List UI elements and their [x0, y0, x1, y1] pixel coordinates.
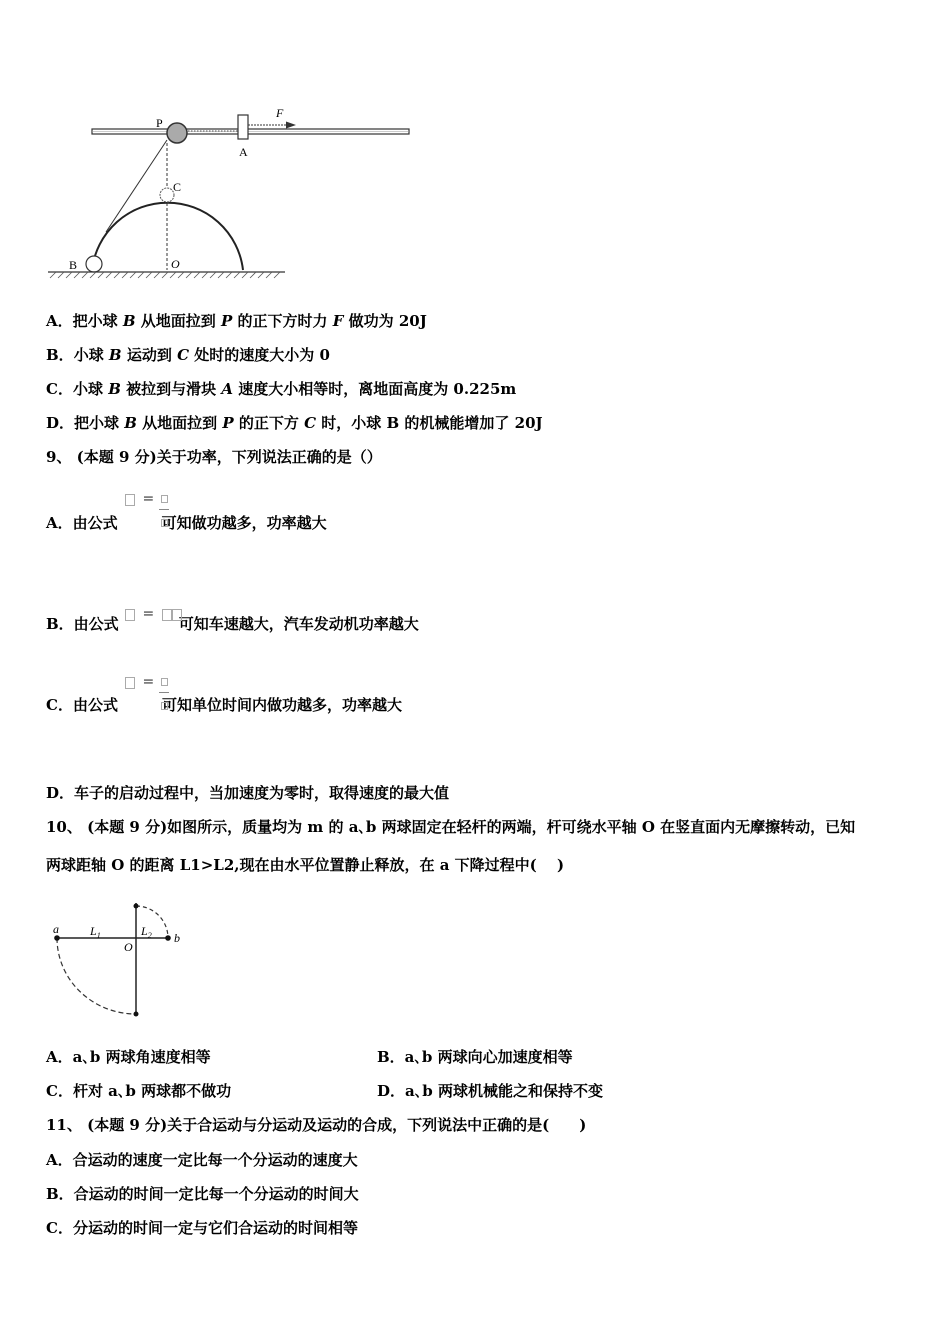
q10-stem-line1: 10、 (本题 9 分)如图所示，质量均为 m 的 a､b 两球固定在轻杆的两端，杆可绕水平轴 O 在竖直面内无摩擦转动，已知: [46, 818, 856, 836]
q8-option-a: A．把小球 B 从地面拉到 P 的正下方时力 F 做功为 20J: [46, 312, 427, 330]
slider-a: [238, 115, 248, 139]
q9-a-fraction: [159, 488, 169, 531]
formula-symbol-icon: [162, 609, 172, 621]
q9-c-fraction: [159, 671, 169, 714]
q9-option-d: D．车子的启动过程中，当加速度为零时，取得速度的最大值: [46, 784, 450, 802]
formula-symbol-icon: [125, 609, 135, 621]
q11-option-b: B．合运动的时间一定比每一个分运动的时间大: [46, 1185, 359, 1203]
label-a: A: [239, 145, 248, 159]
q10-option-c: C．杆对 a､b 两球都不做功: [46, 1082, 232, 1100]
label-c: C: [173, 180, 182, 194]
label-a: a: [53, 922, 59, 936]
q8-option-c: C．小球 B 被拉到与滑块 A 速度大小相等时，离地面高度为 0.225m: [46, 380, 517, 398]
q9-a-formula: =: [125, 494, 158, 506]
formula-symbol-icon: [125, 494, 135, 506]
q10-option-d: D．a､b 两球机械能之和保持不变: [377, 1082, 603, 1100]
q9-option-a: A．由公式 可知做功越多，功率越大: [46, 514, 327, 532]
label-o: O: [124, 940, 133, 954]
q9-c-formula: =: [125, 677, 158, 689]
label-b: B: [69, 258, 78, 272]
q9-option-c: C．由公式 可知单位时间内做功越多，功率越大: [46, 696, 402, 714]
q9-b-formula: =: [125, 609, 182, 621]
label-o: O: [171, 257, 180, 271]
force-arrow-icon: [286, 122, 296, 129]
q10-option-a: A．a､b 两球角速度相等: [46, 1048, 211, 1066]
q8-option-d: D．把小球 B 从地面拉到 P 的正下方 C 时，小球 B 的机械能增加了 20J: [46, 414, 543, 432]
q9-stem: 9、 (本题 9 分)关于功率，下列说法正确的是（）: [46, 448, 382, 466]
figure-rod-rotation: [40, 895, 200, 1025]
label-f: F: [276, 106, 284, 120]
pulley-p: [167, 123, 187, 143]
ball-b: [86, 256, 102, 272]
q10-stem-line2: 两球距轴 O 的距离 L1>L2,现在由水平位置静止释放，在 a 下降过程中( ): [46, 856, 565, 874]
figure-track-diagram: [40, 100, 420, 285]
q11-stem: 11、 (本题 9 分)关于合运动与分运动及运动的合成，下列说法中正确的是( ): [46, 1116, 587, 1134]
q11-option-c: C．分运动的时间一定与它们合运动的时间相等: [46, 1219, 358, 1237]
ball-a: [54, 935, 60, 941]
ball-c-position: [160, 188, 174, 202]
q9-option-b: B．由公式 可知车速越大，汽车发动机功率越大: [46, 615, 419, 633]
q10-option-b: B．a､b 两球向心加速度相等: [377, 1048, 573, 1066]
ball-b: [165, 935, 171, 941]
formula-symbol-icon: [172, 609, 182, 621]
q11-option-a: A．合运动的速度一定比每一个分运动的速度大: [46, 1151, 358, 1169]
label-p: P: [156, 116, 163, 130]
formula-symbol-icon: [125, 677, 135, 689]
label-l1: $L_1$: [90, 924, 101, 940]
label-l2: $L_2$: [141, 924, 152, 940]
q8-option-b: B．小球 B 运动到 C 处时的速度大小为 0: [46, 346, 330, 364]
label-b: b: [174, 931, 180, 945]
